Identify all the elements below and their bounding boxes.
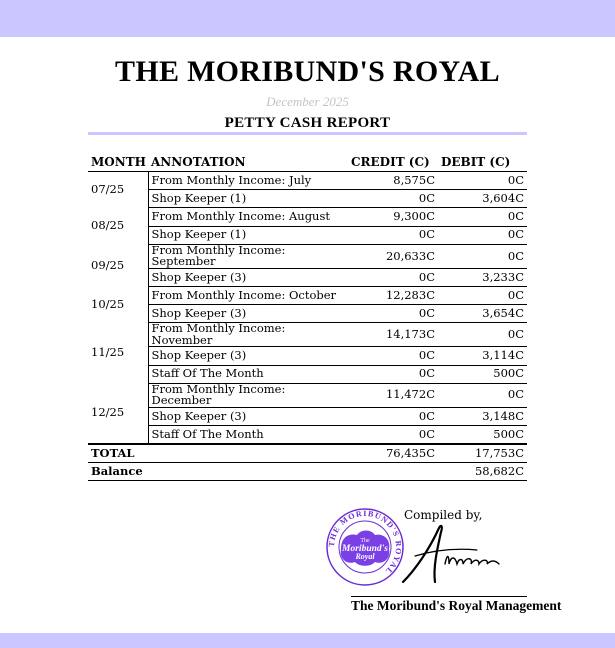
debit-cell: 0C — [438, 323, 527, 347]
document-title: THE MORIBUND'S ROYAL — [115, 55, 500, 88]
signatory-name: The Moribund's Royal Management — [351, 598, 562, 613]
table-row — [88, 226, 527, 244]
credit-cell: 0C — [348, 190, 438, 208]
annotation-cell: From Monthly Income: August — [148, 208, 348, 226]
table-row — [88, 365, 527, 383]
stamp-center-bottom: Royal — [355, 552, 375, 561]
compiled-by-label: Compiled by, — [404, 508, 483, 522]
annotation-cell: From Monthly Income: July — [148, 172, 348, 190]
annotation-cell: From Monthly Income: October — [148, 286, 348, 304]
month-cell: 10/25 — [88, 286, 148, 322]
debit-cell: 3,114C — [438, 347, 527, 365]
debit-cell: 500C — [438, 365, 527, 383]
annotation-cell: Shop Keeper (1) — [148, 190, 348, 208]
credit-cell: 0C — [348, 425, 438, 444]
credit-cell: 20,633C — [348, 244, 438, 268]
table-row — [88, 425, 527, 444]
credit-cell: 0C — [348, 365, 438, 383]
month-cell: 08/25 — [88, 208, 148, 244]
stamp-ring-text: THE MORIBUND'S ROYAL — [326, 508, 404, 577]
total-row — [88, 444, 527, 463]
column-header-month: MONTH — [88, 153, 148, 172]
total-label: TOTAL — [88, 444, 148, 463]
report-title: PETTY CASH REPORT — [224, 115, 391, 131]
annotation-cell: Shop Keeper (3) — [148, 347, 348, 365]
annotation-cell: Staff Of The Month — [148, 365, 348, 383]
debit-cell: 0C — [438, 286, 527, 304]
credit-cell: 14,173C — [348, 323, 438, 347]
table-row — [88, 268, 527, 286]
table-row — [88, 208, 527, 226]
credit-cell: 0C — [348, 347, 438, 365]
debit-cell: 0C — [438, 244, 527, 268]
credit-cell: 11,472C — [348, 383, 438, 407]
debit-cell: 3,148C — [438, 407, 527, 425]
annotation-cell: From Monthly Income: December — [148, 383, 348, 407]
stamp-center-main: Moribund's — [342, 544, 388, 554]
table-body — [88, 172, 527, 445]
top-accent-band — [0, 0, 615, 37]
table-row — [88, 190, 527, 208]
table-row — [88, 305, 527, 323]
table-row — [88, 244, 527, 268]
debit-cell: 0C — [438, 172, 527, 190]
credit-cell: 0C — [348, 268, 438, 286]
annotation-cell: Shop Keeper (1) — [148, 226, 348, 244]
annotation-cell: From Monthly Income: September — [148, 244, 348, 268]
annotation-cell: Shop Keeper (3) — [148, 407, 348, 425]
credit-cell: 0C — [348, 226, 438, 244]
credit-cell: 12,283C — [348, 286, 438, 304]
debit-cell: 500C — [438, 425, 527, 444]
debit-cell: 3,604C — [438, 190, 527, 208]
credit-cell: 8,575C — [348, 172, 438, 190]
total-credit: 76,435C — [348, 444, 438, 463]
total-debit: 17,753C — [438, 444, 527, 463]
seal-stamp-icon — [325, 507, 405, 587]
debit-cell: 3,233C — [438, 268, 527, 286]
month-cell: 12/25 — [88, 383, 148, 444]
column-header-debit: DEBIT (C) — [438, 153, 527, 172]
balance-label: Balance — [88, 463, 148, 481]
debit-cell: 0C — [438, 383, 527, 407]
handwritten-signature — [395, 520, 525, 590]
debit-cell: 0C — [438, 226, 527, 244]
table-row — [88, 286, 527, 304]
column-header-credit: CREDIT (C) — [348, 153, 438, 172]
bottom-accent-band — [0, 633, 615, 648]
table-header-row — [88, 153, 527, 172]
balance-value: 58,682C — [438, 463, 527, 481]
signature-line — [351, 596, 527, 597]
month-cell: 11/25 — [88, 323, 148, 383]
column-header-annotation: ANNOTATION — [148, 153, 348, 172]
table-row — [88, 383, 527, 407]
credit-cell: 0C — [348, 407, 438, 425]
stamp-center-top: The — [360, 538, 370, 544]
annotation-cell: Shop Keeper (3) — [148, 305, 348, 323]
month-cell: 09/25 — [88, 244, 148, 286]
annotation-cell: From Monthly Income: November — [148, 323, 348, 347]
debit-cell: 0C — [438, 208, 527, 226]
table-row — [88, 407, 527, 425]
credit-cell: 0C — [348, 305, 438, 323]
month-cell: 07/25 — [88, 172, 148, 208]
annotation-cell: Staff Of The Month — [148, 425, 348, 444]
balance-row — [88, 463, 527, 481]
annotation-cell: Shop Keeper (3) — [148, 268, 348, 286]
table-row — [88, 172, 527, 190]
credit-cell: 9,300C — [348, 208, 438, 226]
table-row — [88, 347, 527, 365]
petty-cash-table — [88, 153, 527, 481]
report-date: December 2025 — [266, 94, 349, 109]
title-divider — [88, 132, 527, 135]
debit-cell: 3,654C — [438, 305, 527, 323]
table-row — [88, 323, 527, 347]
